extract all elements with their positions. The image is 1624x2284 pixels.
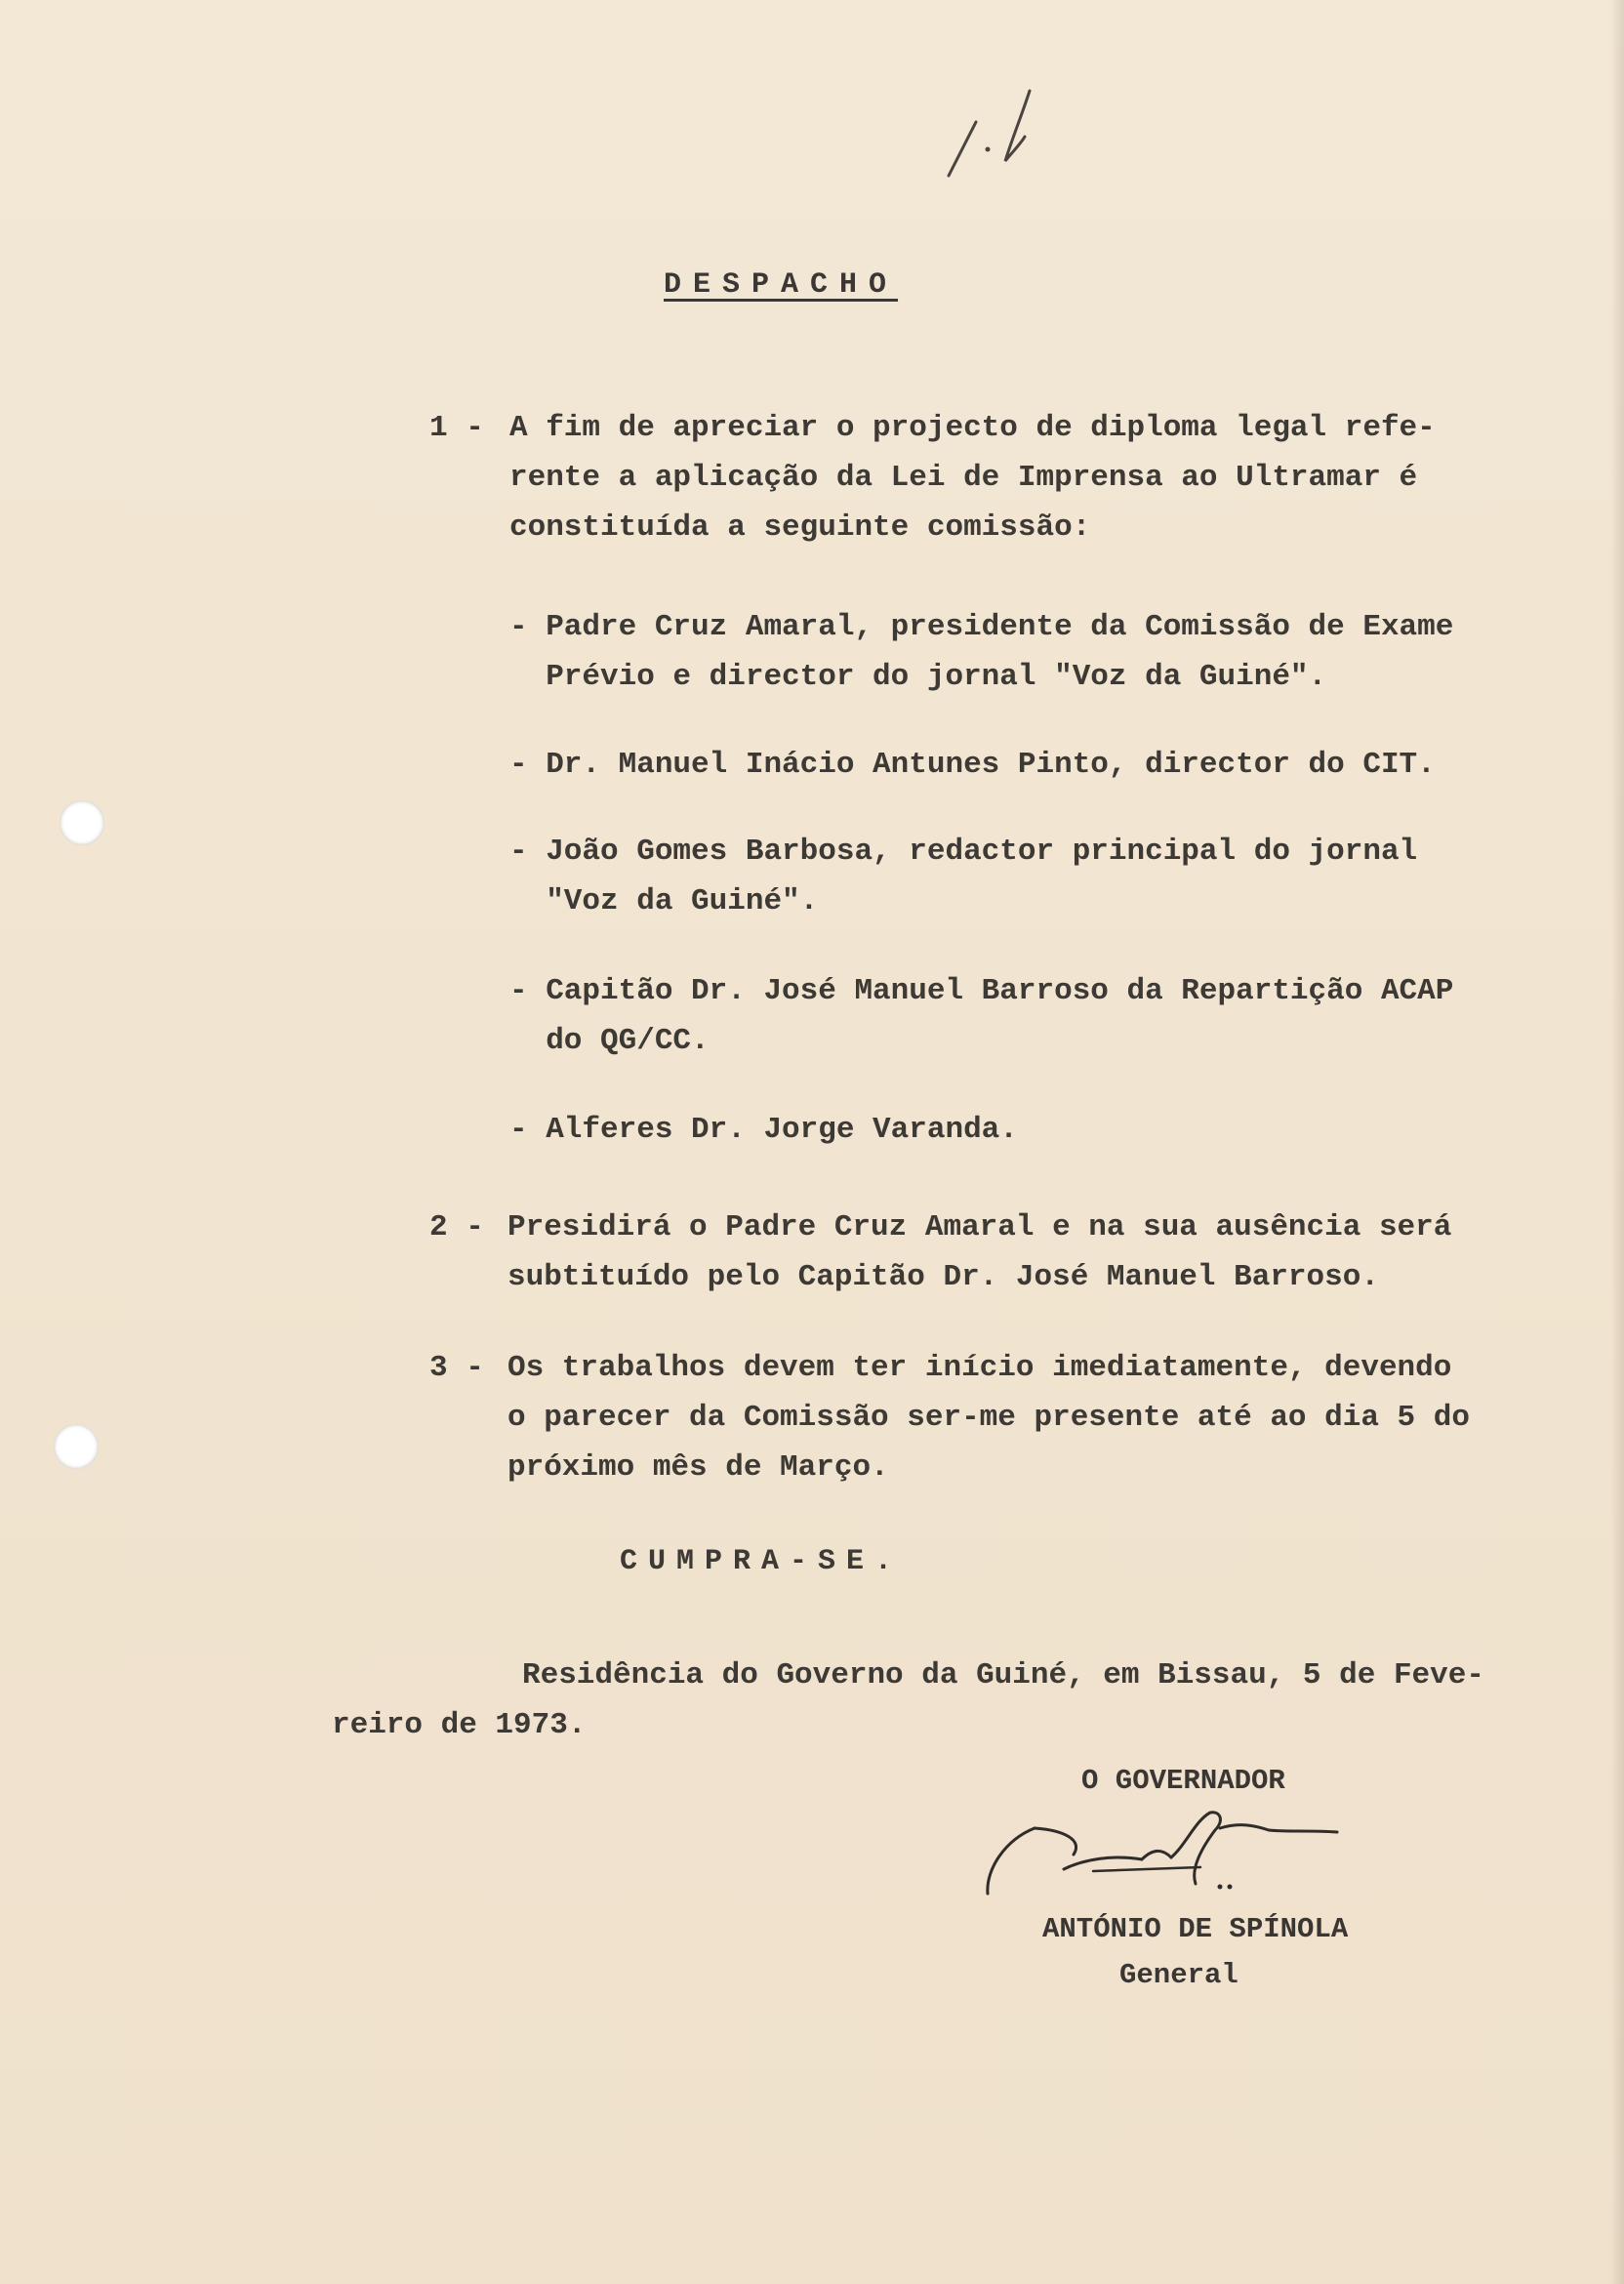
item-3-line-3: próximo mês de Março.: [508, 1450, 889, 1485]
closing-order: CUMPRA-SE.: [620, 1545, 904, 1578]
place-date-line-2: reiro de 1973.: [332, 1708, 587, 1742]
document-title: DESPACHO: [664, 268, 899, 302]
punch-hole-bottom: [54, 1424, 99, 1469]
member-2-line-1: - Dr. Manuel Inácio Antunes Pinto, director do CIT.: [509, 748, 1436, 782]
item-3-line-2: o parecer da Comissão ser-me presente até ao dia 5 do: [508, 1401, 1470, 1435]
member-3-line-1: - João Gomes Barbosa, redactor principal do jornal: [509, 835, 1418, 869]
item-number-2: 2 -: [429, 1210, 484, 1244]
item-number-1: 1 -: [429, 411, 484, 445]
item-1-line-2: rente a aplicação da Lei de Imprensa ao Ultramar é: [509, 461, 1418, 495]
member-3-line-2: "Voz da Guiné".: [509, 884, 819, 918]
item-number-3: 3 -: [429, 1351, 484, 1385]
item-1-line-3: constituída a seguinte comissão:: [509, 510, 1091, 545]
signatory-rank: General: [1119, 1959, 1238, 1991]
item-2-line-1: Presidirá o Padre Cruz Amaral e na sua ausência será: [508, 1210, 1452, 1244]
item-1-line-1: A fim de apreciar o projecto de diploma legal refe-: [509, 411, 1436, 445]
item-2-line-2: subtituído pelo Capitão Dr. José Manuel Barroso.: [508, 1260, 1379, 1294]
item-3-line-1: Os trabalhos devem ter início imediatamente, devendo: [508, 1351, 1452, 1385]
page-edge-shadow: [1610, 0, 1624, 2284]
signatory-title: O GOVERNADOR: [1081, 1765, 1285, 1797]
place-date-line-1: Residência do Governo da Guiné, em Bissau, 5 de Feve-: [522, 1658, 1484, 1693]
member-1-line-1: - Padre Cruz Amaral, presidente da Comissão de Exame: [509, 610, 1454, 644]
handwritten-signature: [976, 1801, 1386, 1908]
member-4-line-2: do QG/CC.: [509, 1024, 710, 1058]
punch-hole-top: [60, 800, 104, 845]
member-1-line-2: Prévio e director do jornal "Voz da Guiné".: [509, 660, 1327, 694]
member-4-line-1: - Capitão Dr. José Manuel Barroso da Repartição ACAP: [509, 974, 1454, 1008]
member-5-line-1: - Alferes Dr. Jorge Varanda.: [509, 1113, 1018, 1147]
handwritten-folio-mark: [937, 83, 1074, 190]
signatory-name: ANTÓNIO DE SPÍNOLA: [1042, 1913, 1349, 1945]
